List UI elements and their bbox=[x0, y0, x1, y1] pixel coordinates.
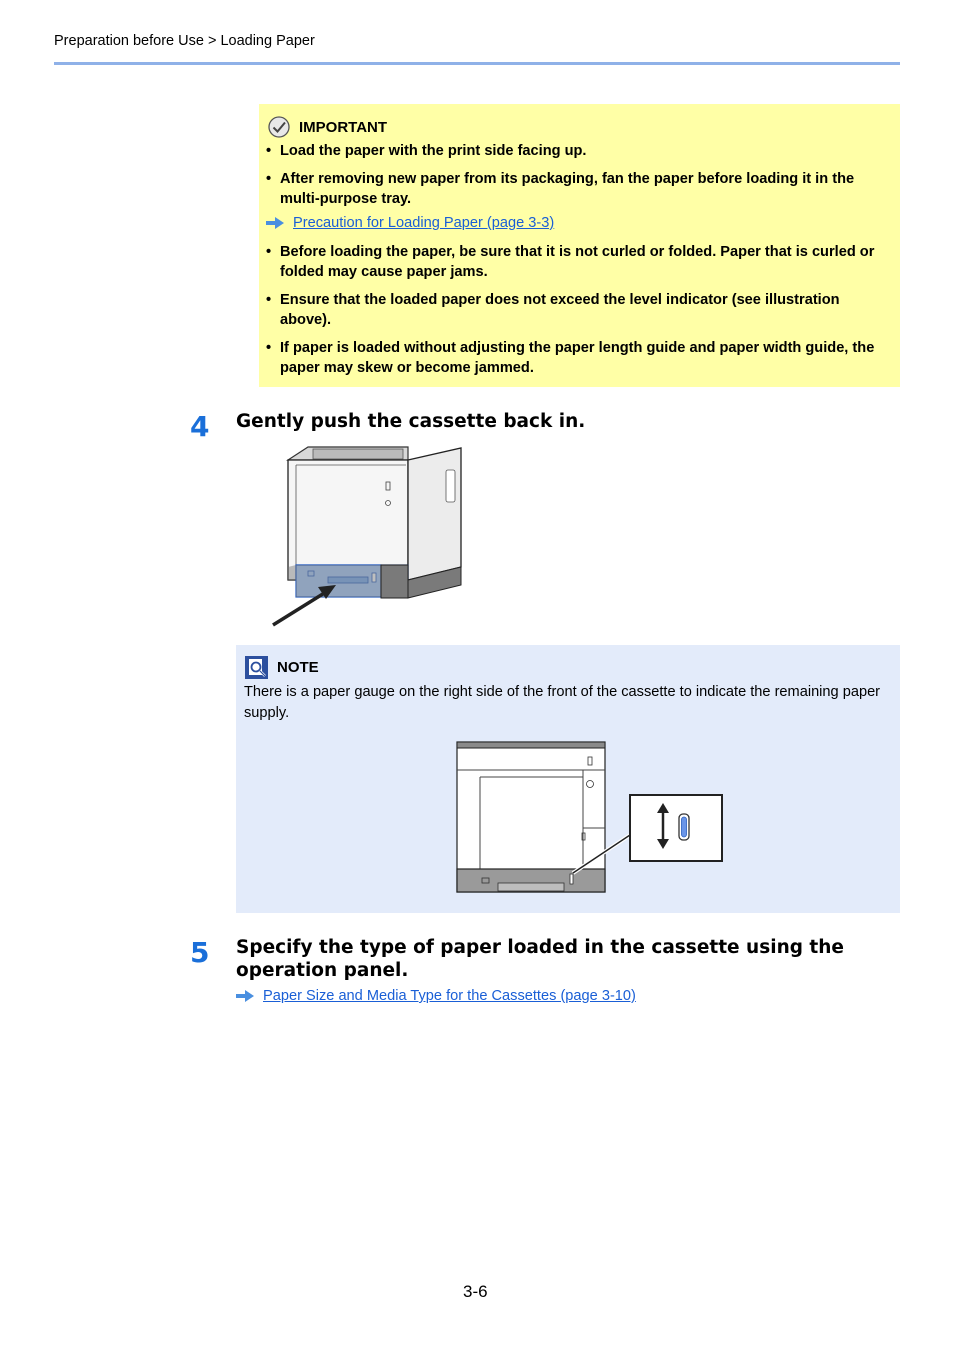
step-text: Specify the type of paper loaded in the cassette using the operation panel. bbox=[236, 937, 844, 981]
arrow-right-icon bbox=[236, 990, 254, 1002]
important-header bbox=[268, 116, 387, 138]
magnifier-note-icon bbox=[245, 656, 268, 679]
breadcrumb: Preparation before Use > Loading Paper bbox=[54, 33, 315, 49]
note-header bbox=[245, 656, 319, 679]
important-bullet: • After removing new paper from its packaging, fan the paper before loading it in the multi-purpose tray. bbox=[266, 170, 891, 209]
important-title: IMPORTANT bbox=[299, 118, 388, 136]
paper-gauge-illustration bbox=[456, 741, 726, 893]
checkmark-circle-icon bbox=[268, 116, 290, 138]
arrow-right-icon bbox=[266, 217, 284, 229]
printer-cassette-illustration bbox=[268, 445, 468, 628]
media-type-link-row[interactable] bbox=[236, 988, 636, 1004]
important-bullet: • Load the paper with the print side facing up. bbox=[266, 142, 891, 162]
step-number: 5 bbox=[190, 936, 210, 969]
note-body: There is a paper gauge on the right side of the front of the cassette to indicate the remaining paper supply. bbox=[244, 684, 881, 721]
page-number: 3-6 bbox=[463, 1282, 488, 1301]
header-rule bbox=[54, 62, 900, 65]
note-box bbox=[236, 645, 900, 913]
step-number: 4 bbox=[190, 410, 210, 443]
important-bullet: • Ensure that the loaded paper does not exceed the level indicator (see illustration above). bbox=[266, 291, 891, 330]
step-text: Gently push the cassette back in. bbox=[236, 411, 586, 432]
important-box bbox=[259, 104, 900, 387]
precaution-link[interactable]: Precaution for Loading Paper (page 3-3) bbox=[293, 215, 555, 231]
note-title: NOTE bbox=[277, 659, 319, 676]
important-bullet: • Before loading the paper, be sure that it is not curled or folded. Paper that is curled or folded may cause paper jams. bbox=[266, 243, 891, 282]
media-type-link[interactable]: Paper Size and Media Type for the Cassettes (page 3-10) bbox=[263, 988, 636, 1004]
important-bullet: • If paper is loaded without adjusting the paper length guide and paper width guide, the paper may skew or become jammed. bbox=[266, 339, 891, 378]
precaution-link-row[interactable] bbox=[266, 215, 554, 231]
